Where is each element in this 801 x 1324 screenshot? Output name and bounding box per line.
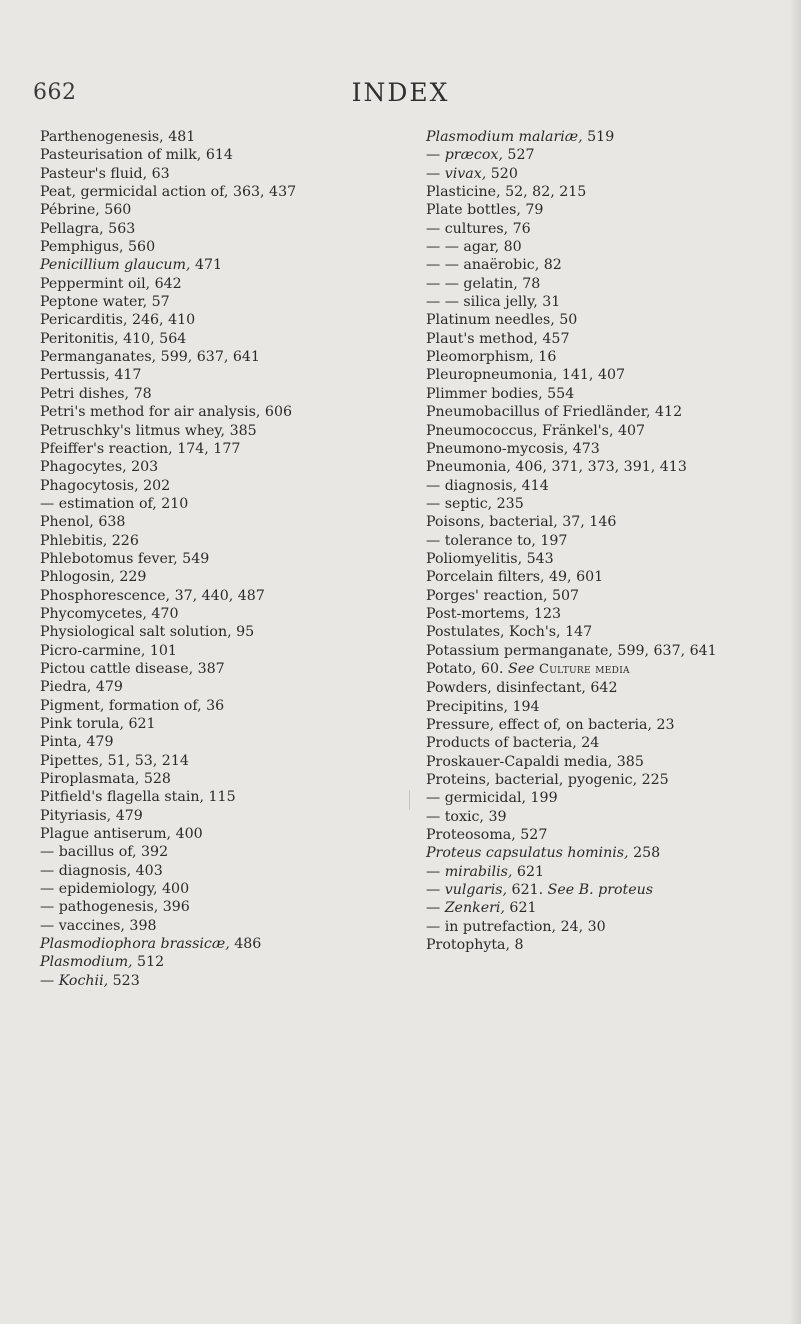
index-entry [40,422,402,440]
index-entry-text: Plaut's method, 457 [426,330,570,347]
index-entry [426,844,766,862]
index-entry [40,366,402,384]
index-entry-text: — — agar, 80 [426,239,522,256]
index-entry [40,311,402,329]
index-entry [426,753,766,771]
index-entry-text: Plasmodiophora brassicæ, [40,936,230,953]
index-entry-text: Plasmodium, [40,954,133,971]
index-entry-text: 258 [628,845,661,862]
index-entry [40,275,402,293]
index-entry-text: Porges' reaction, 507 [426,587,580,604]
index-entry-text: — [426,165,445,182]
index-entry-text: — — gelatin, 78 [426,275,541,292]
index-entry [40,770,402,788]
index-entry-text: Platinum needles, 50 [426,312,578,329]
index-entry-text: Pitfield's flagella stain, 115 [40,789,236,806]
index-entry-text: vulgaris, [444,882,508,899]
index-entry-text: Plasticine, 52, 82, 215 [426,184,587,201]
index-entry-text: 512 [132,954,165,971]
index-entry [40,678,402,696]
index-entry [426,128,766,146]
index-entry-text: — [426,863,445,880]
index-entry-text: Peritonitis, 410, 564 [40,330,187,347]
index-entry-text: Pipettes, 51, 53, 214 [40,752,189,769]
index-entry-text: — [426,147,445,164]
index-entry-text: Plague antiserum, 400 [40,826,203,843]
index-entry-text: Proteins, bacterial, pyogenic, 225 [426,772,669,789]
index-entry [426,495,766,513]
index-entry-text: Phlebotomus fever, 549 [40,550,210,567]
index-entry-text: Proskauer-Capaldi media, 385 [426,753,644,770]
index-entry-text: Penicillium glaucum, [40,257,191,274]
index-entry [426,183,766,201]
index-entry [40,623,402,641]
index-entry-text: Phagocytosis, 202 [40,477,171,494]
index-entry-text: — germicidal, 199 [426,790,558,807]
index-entry-text: Poliomyelitis, 543 [426,550,554,567]
index-entry-text: Piroplasmata, 528 [40,771,171,788]
index-entry [426,698,766,716]
index-entry-text: Picro-carmine, 101 [40,642,177,659]
index-entry-text: Postulates, Koch's, 147 [426,624,593,641]
index-entry-text: 486 [229,936,262,953]
index-entry-text: — [426,882,445,899]
index-entry-text: — estimation of, 210 [40,495,189,512]
index-entry-text: Peptone water, 57 [40,294,170,311]
index-entry-text: Pink torula, 621 [40,716,156,732]
index-entry-text: Pneumonia, 406, 371, 373, 391, 413 [426,459,687,476]
index-entry [426,623,766,641]
index-entry [40,256,402,274]
index-entry [40,733,402,751]
index-entry [40,458,402,476]
index-entry [40,825,402,843]
index-entry [40,953,402,971]
index-entry-text: — toxic, 39 [426,808,507,825]
index-entry-text: 621 [512,863,545,880]
index-entry-text: Products of bacteria, 24 [426,735,600,752]
index-entry [426,201,766,219]
page-number: 662 [33,80,77,105]
index-entry [426,734,766,752]
index-entry [40,293,402,311]
index-entry [40,146,402,164]
index-entry-text: 621. [507,882,548,899]
index-entry [40,532,402,550]
index-entry [426,293,766,311]
index-entry-text: vivax, [444,165,487,182]
index-entry [40,880,402,898]
index-entry-text: Kochii, [58,972,109,989]
index-entry-text: — [40,972,59,989]
index-entry [426,642,766,660]
index-entry-text: Petri dishes, 78 [40,385,152,402]
index-entry-text: Plimmer bodies, 554 [426,385,575,402]
index-entry-text: Pleuropneumonia, 141, 407 [426,367,626,384]
index-entry-text: Pemphigus, 560 [40,239,156,256]
index-entry-text: Phosphorescence, 37, 440, 487 [40,587,265,604]
index-entry [40,440,402,458]
index-entry-text: Peat, germicidal action of, 363, 437 [40,184,297,201]
index-entry [426,366,766,384]
index-entry [426,311,766,329]
index-entry [40,513,402,531]
index-entry-text: Culture media [539,661,630,677]
index-entry [426,605,766,623]
index-entry-text: Pasteurisation of milk, 614 [40,147,233,164]
index-entry [40,788,402,806]
index-entry-text: Potassium permanganate, 599, 637, 641 [426,642,717,659]
index-entry-text: Pellagra, 563 [40,220,136,237]
index-entry [40,715,402,733]
index-entry [40,697,402,715]
index-entry [40,201,402,219]
index-entry-text: Pfeiffer's reaction, 174, 177 [40,440,241,457]
index-entry [426,679,766,697]
index-entry-text: 519 [582,129,615,145]
index-entry-text: 527 [502,147,535,164]
index-entry [40,220,402,238]
index-entry-text: Pébrine, 560 [40,202,132,219]
index-entry [426,789,766,807]
index-entry-text: Precipitins, 194 [426,698,540,715]
index-entry-text: Petri's method for air analysis, 606 [40,404,293,421]
index-entry-text: Pertussis, 417 [40,367,142,384]
index-entry [426,348,766,366]
index-entry [426,568,766,586]
index-entry-text: — — anaërobic, 82 [426,257,562,274]
index-entry-text: — diagnosis, 414 [426,477,549,494]
index-entry-text: Physiological salt solution, 95 [40,624,255,641]
index-entry-text: 621 [504,900,537,917]
index-entry [40,660,402,678]
index-entry-text: Parthenogenesis, 481 [40,129,196,145]
index-entry-text: See B. proteus [547,882,654,899]
index-entry-text: Petruschky's litmus whey, 385 [40,422,257,439]
index-entry-text: Pneumono-mycosis, 473 [426,440,600,457]
index-entry [40,587,402,605]
index-entry [40,128,402,146]
index-entry-text: — tolerance to, 197 [426,532,568,549]
index-entry-text: Phlogosin, 229 [40,569,147,586]
index-entry [40,917,402,935]
index-column-right [426,128,766,954]
index-entry-text: Permanganates, 599, 637, 641 [40,349,260,366]
page-edge-shadow [789,0,801,1324]
index-entry-text: Pneumobacillus of Friedländer, 412 [426,404,683,421]
index-entry [40,477,402,495]
index-entry-text: — cultures, 76 [426,220,531,237]
index-entry-text: Pericarditis, 246, 410 [40,312,196,329]
index-entry [40,330,402,348]
index-entry [426,918,766,936]
index-entry [40,550,402,568]
index-entry-text: 471 [190,257,223,274]
index-entry [40,348,402,366]
index-entry-text: Protophyta, 8 [426,937,524,954]
index-entry [40,642,402,660]
index-entry-text: Powders, disinfectant, 642 [426,680,618,697]
index-entry-text: Pigment, formation of, 36 [40,697,225,714]
index-entry-text: — septic, 235 [426,495,524,512]
index-entry [40,385,402,403]
index-entry [426,532,766,550]
index-entry [426,881,766,899]
index-entry-text: — pathogenesis, 396 [40,899,190,916]
index-entry-text: Proteosoma, 527 [426,827,548,844]
index-entry-text: See [508,660,535,677]
index-entry [426,385,766,403]
index-entry [426,899,766,917]
index-entry [426,256,766,274]
index-entry [426,513,766,531]
index-entry [40,843,402,861]
index-entry-text: Poisons, bacterial, 37, 146 [426,514,617,531]
index-entry [426,936,766,954]
index-entry [426,477,766,495]
index-entry-text: Porcelain filters, 49, 601 [426,569,604,586]
index-entry [426,275,766,293]
index-entry [426,422,766,440]
index-entry [40,935,402,953]
index-entry [426,220,766,238]
index-entry-text: Post-mortems, 123 [426,605,561,622]
index-entry-text: Piedra, 479 [40,679,123,696]
index-entry [40,605,402,623]
index-entry [40,752,402,770]
index-entry-text: Potato, 60. [426,660,509,677]
index-entry-text: Peppermint oil, 642 [40,275,182,292]
index-entry-text: Pictou cattle disease, 387 [40,660,225,677]
index-entry-text: — — silica jelly, 31 [426,294,561,311]
index-entry-text: Phagocytes, 203 [40,459,159,476]
index-column-left [40,128,402,990]
index-entry [40,495,402,513]
column-divider [409,790,410,810]
index-entry [426,165,766,183]
index-entry [426,403,766,421]
index-entry-text: — in putrefaction, 24, 30 [426,918,606,935]
index-entry-text: — diagnosis, 403 [40,862,163,879]
index-entry-text: Phlebitis, 226 [40,532,139,549]
index-entry [426,440,766,458]
index-entry [426,238,766,256]
index-entry [40,183,402,201]
index-entry [426,550,766,568]
index-entry-text: Pneumococcus, Fränkel's, 407 [426,422,646,439]
index-entry [40,165,402,183]
index-entry-text: Proteus capsulatus hominis, [426,845,629,862]
index-entry [426,330,766,348]
page-title: INDEX [351,78,450,107]
index-entry [426,587,766,605]
index-entry [426,146,766,164]
index-entry [40,238,402,256]
index-entry-text: 520 [486,165,518,182]
index-entry [426,826,766,844]
index-entry [426,716,766,734]
index-entry [426,458,766,476]
index-entry-text: Plate bottles, 79 [426,202,544,219]
index-entry-text: Pasteur's fluid, 63 [40,165,170,182]
index-entry [40,568,402,586]
index-entry-text: 523 [108,972,140,989]
index-entry [426,863,766,881]
index-entry [40,403,402,421]
index-entry [40,862,402,880]
index-entry-text: Pressure, effect of, on bacteria, 23 [426,717,675,733]
index-entry-text: — [426,900,445,917]
index-entry [40,898,402,916]
index-entry-text: Pityriasis, 479 [40,807,143,824]
index-entry-text: Plasmodium malariæ, [426,129,583,145]
index-entry [40,807,402,825]
index-entry-text: mirabilis, [444,863,513,880]
index-entry-text: Phycomycetes, 470 [40,605,179,622]
index-entry [426,660,766,679]
index-entry-text: — vaccines, 398 [40,917,157,934]
index-entry [40,972,402,990]
index-entry-text: — bacillus of, 392 [40,844,169,861]
index-entry-text: Phenol, 638 [40,514,126,531]
index-entry-text: Pinta, 479 [40,734,114,751]
index-entry [426,771,766,789]
index-entry-text: Pleomorphism, 16 [426,349,557,366]
index-entry-text: — epidemiology, 400 [40,881,190,898]
index-entry [426,808,766,826]
index-entry-text: Zenkeri, [444,900,505,917]
index-entry-text: præcox, [444,147,503,164]
